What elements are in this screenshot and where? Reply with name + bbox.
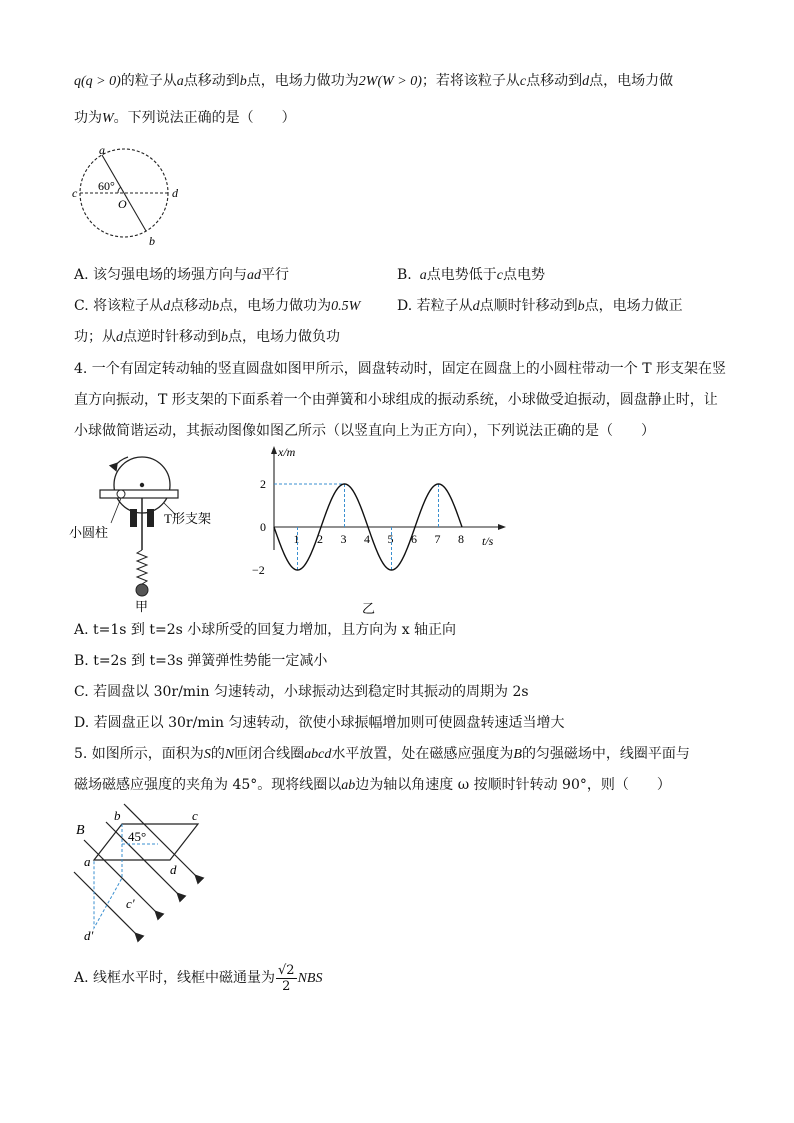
y-axis-arrow <box>271 446 277 454</box>
x-tick-label: 5 <box>387 532 394 546</box>
q4-option-d[interactable]: D. 若圆盘正以 30r/min 匀速转动，欲使小球振幅增加则可使圆盘转速适当增大 <box>74 715 565 731</box>
x-tick-label: 1 <box>293 532 300 546</box>
label-c: c <box>192 808 198 823</box>
label-o: O <box>118 197 127 211</box>
label-d: d <box>172 186 178 200</box>
y-tick-label: −2 <box>252 563 265 577</box>
point-b: b <box>239 74 247 89</box>
text: √2 <box>278 962 295 978</box>
text: NBS <box>297 971 323 986</box>
label-t-bracket: T形支架 <box>164 511 211 526</box>
q3-circle-figure <box>68 140 198 250</box>
q5-option-a[interactable] <box>74 962 322 995</box>
text: C. 将该粒子从 <box>74 298 164 314</box>
q3-option-b[interactable] <box>397 266 545 285</box>
field-line-3 <box>84 840 156 912</box>
text: 2 <box>282 978 291 994</box>
text: ；若将该粒子从 <box>421 73 520 89</box>
text: 点，电场力做负功 <box>228 329 340 345</box>
guide-block-right <box>147 509 154 527</box>
text: 点移动 <box>170 298 213 314</box>
x-tick-label: 8 <box>458 532 464 546</box>
x-tick-label: 3 <box>340 532 347 546</box>
q3-stem-line2 <box>74 109 296 128</box>
label-b: b <box>114 808 121 823</box>
text: 的粒子从 <box>120 73 177 89</box>
leader-cylinder <box>111 498 121 523</box>
q3-option-a[interactable] <box>74 266 289 285</box>
q4-stem-line2: 直方向振动，T 形支架的下面系着一个由弹簧和小球组成的振动系统，小球做受迫振动，圆盘静止时，让 <box>74 392 718 408</box>
text: 点电势低于 <box>426 267 497 283</box>
fraction <box>276 963 297 994</box>
text: 。下列说法正确的是（ ） <box>113 110 296 126</box>
spring <box>137 550 147 584</box>
charge-expression: q(q > 0) <box>74 74 121 89</box>
q4-vibration-chart <box>240 440 530 615</box>
text: A. 线框水平时，线框中磁通量为 <box>74 970 276 986</box>
label-a: a <box>84 854 91 869</box>
text: S <box>203 747 211 762</box>
label-b: b <box>149 234 155 248</box>
point-c: c <box>519 74 527 89</box>
q3-option-c[interactable] <box>74 297 360 316</box>
q4-disc-apparatus-figure <box>66 445 236 615</box>
label-c: c <box>72 186 78 200</box>
text: b <box>212 299 220 314</box>
text: 边为轴以角速度 ω 按顺时针转动 90°，则（ ） <box>355 777 671 793</box>
x-tick-label: 7 <box>434 532 441 546</box>
text: 功；从 <box>74 329 116 345</box>
coil-rotated <box>94 824 122 928</box>
label-angle: 60° <box>98 179 115 193</box>
text: 点，电场力做功为 <box>219 298 332 314</box>
text: A. 该匀强电场的场强方向与 <box>74 267 248 283</box>
text: c <box>496 268 503 283</box>
caption-jia: 甲 <box>135 599 149 614</box>
diameter-ab <box>102 155 146 231</box>
x-tick-label: 6 <box>411 532 417 546</box>
text: N <box>224 747 235 762</box>
label-d: d <box>170 862 177 877</box>
text: 点，电场力做 <box>589 73 674 89</box>
text: ad <box>247 268 262 283</box>
q3-option-d-cont <box>74 328 340 347</box>
text: 点逆时针移动到 <box>123 329 221 345</box>
text: b <box>577 299 585 314</box>
q4-stem-line1: 4. 一个有固定转动轴的竖直圆盘如图甲所示，圆盘转动时，固定在圆盘上的小圆柱带动一个 T 形支架在竖 <box>74 361 727 377</box>
caption-yi: 乙 <box>362 601 376 615</box>
text: 点，电场力做正 <box>584 298 683 314</box>
q4-option-c[interactable]: C. 若圆盘以 30r/min 匀速转动，小球振动达到稳定时其振动的周期为 2s <box>74 684 529 700</box>
disc-axle <box>140 483 144 487</box>
text: 点电势 <box>502 267 545 283</box>
q5-coil-figure <box>72 800 222 950</box>
text: 0.5W <box>331 299 361 314</box>
point-a: a <box>176 74 184 89</box>
x-tick-label: 2 <box>317 532 323 546</box>
text: a <box>419 268 427 283</box>
text: D. 若粒子从 <box>397 298 473 314</box>
origin-label: 0 <box>260 520 266 534</box>
text: ab <box>341 778 356 793</box>
q5-stem-line2 <box>74 776 671 795</box>
label-small-cylinder: 小圆柱 <box>69 525 109 540</box>
y-tick-label: 2 <box>260 477 266 491</box>
text: 匝闭合线圈 <box>234 746 305 762</box>
text: b <box>221 330 228 345</box>
text: 点顺时针移动到 <box>479 298 578 314</box>
y-axis-label: x/m <box>278 445 296 459</box>
text: 平行 <box>261 267 290 283</box>
x-tick-label: 4 <box>364 532 370 546</box>
q3-stem-line1 <box>74 72 673 91</box>
x-axis-arrow <box>498 524 506 530</box>
text: 点移动到 <box>183 73 240 89</box>
q4-option-a[interactable]: A. t=1s 到 t=2s 小球所受的回复力增加，且方向为 x 轴正向 <box>74 622 457 638</box>
q3-option-d[interactable] <box>397 297 683 316</box>
label-a: a <box>99 143 105 157</box>
text: d <box>472 299 480 314</box>
text: d <box>116 330 123 345</box>
label-c-prime: c' <box>126 896 135 911</box>
ball <box>136 584 148 596</box>
work-expression: 2W(W > 0) <box>358 74 422 89</box>
label-d-prime: d' <box>84 928 94 943</box>
angle-arc <box>118 187 121 193</box>
text: 5. 如图所示，面积为 <box>74 746 204 762</box>
work-symbol: W <box>102 111 114 126</box>
t-bracket-bar <box>100 490 178 498</box>
text: B. <box>397 267 412 283</box>
text: 水平放置，处在磁感应强度为 <box>331 746 514 762</box>
text: d <box>163 299 171 314</box>
text: 的匀强磁场中，线圈平面与 <box>521 746 690 762</box>
text: 点移动到 <box>526 73 583 89</box>
label-B: B <box>76 823 85 838</box>
text: abcd <box>304 747 332 762</box>
small-cylinder <box>117 490 125 498</box>
q5-stem-line1 <box>74 745 690 764</box>
q4-option-b[interactable]: B. t=2s 到 t=3s 弹簧弹性势能一定减小 <box>74 653 328 669</box>
text: B <box>513 747 522 762</box>
point-d: d <box>582 74 590 89</box>
text: 磁场磁感应强度的夹角为 45°。现将线圈以 <box>74 777 342 793</box>
q4-stem-line3: 小球做简谐运动，其振动图像如图乙所示（以竖直向上为正方向），下列说法正确的是（ ） <box>74 423 655 439</box>
text: 的 <box>210 746 225 762</box>
text: 功为 <box>74 110 102 126</box>
label-angle-45: 45° <box>128 829 147 844</box>
text: 点，电场力做功为 <box>246 73 359 89</box>
guide-block-left <box>130 509 137 527</box>
x-axis-label: t/s <box>482 534 494 548</box>
